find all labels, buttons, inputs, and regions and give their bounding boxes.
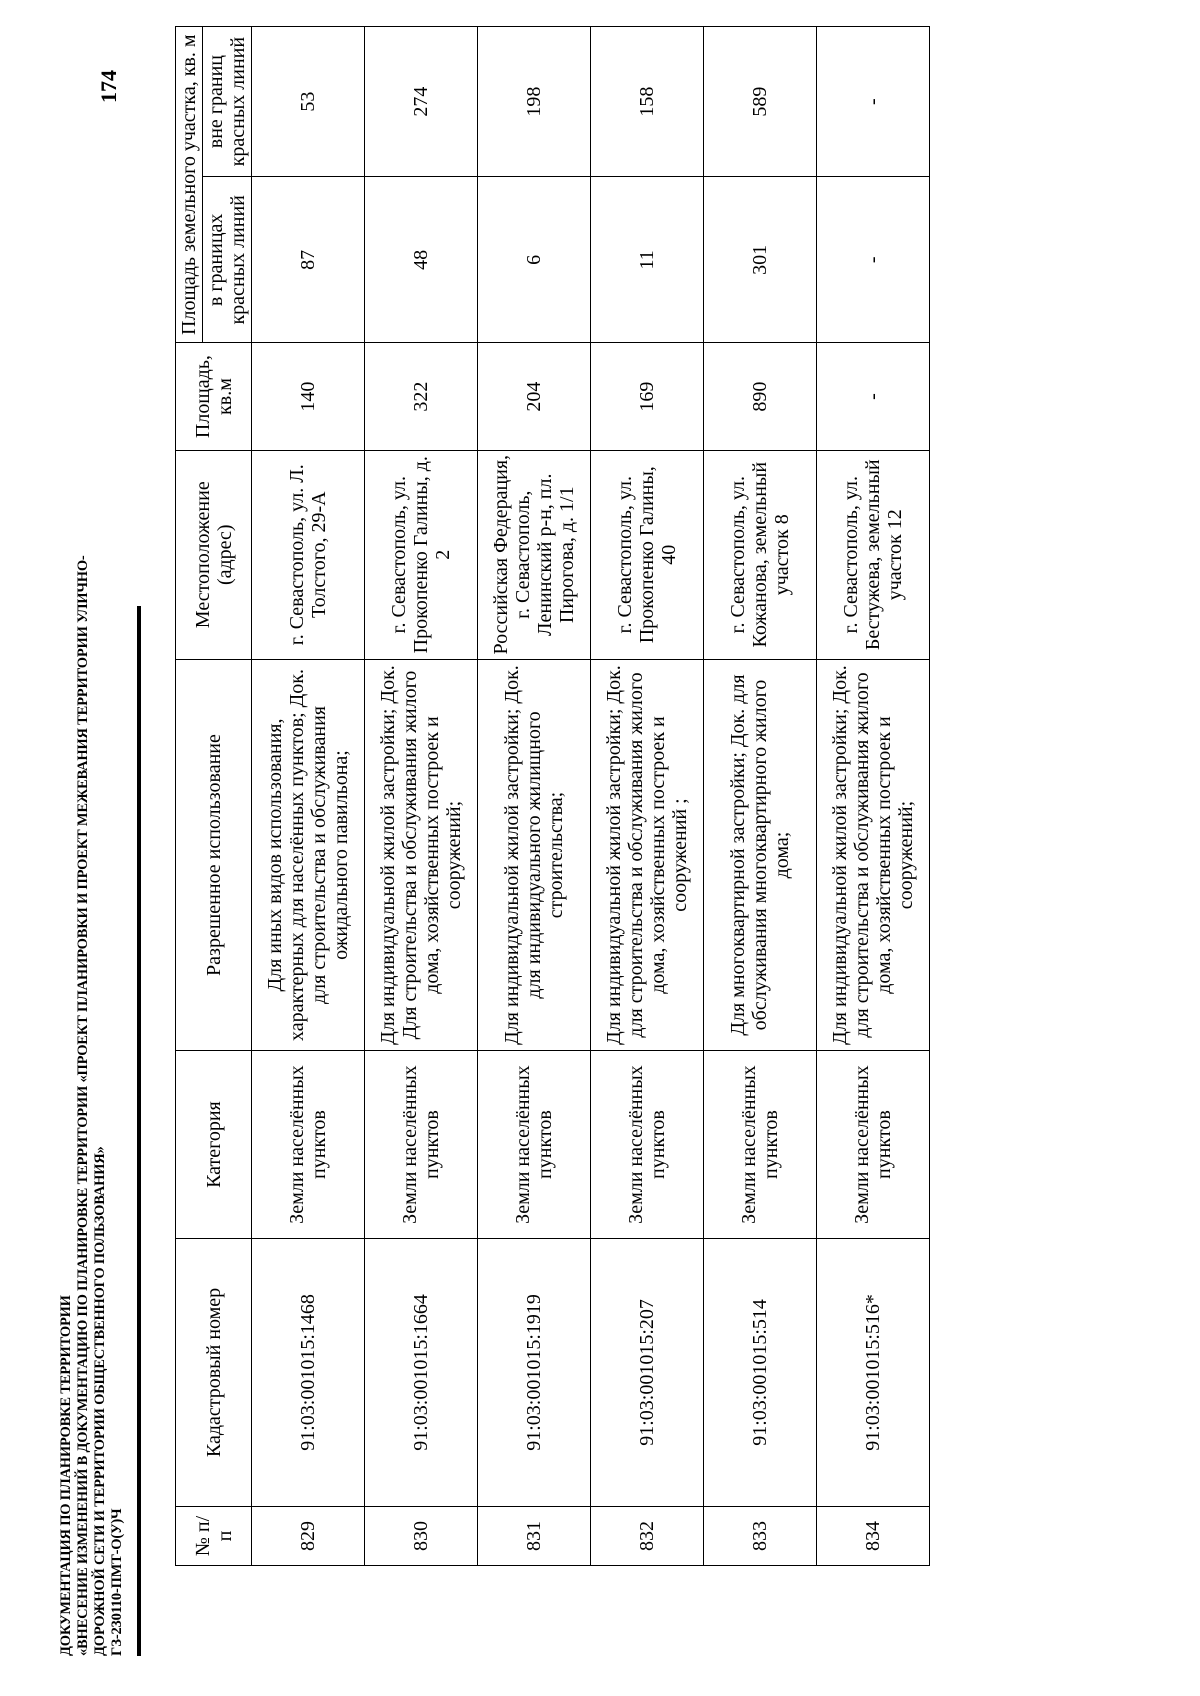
header-line-4: ГЗ-230110-ПМТ-О(У)Ч [109,1508,125,1656]
cell-outside-red-lines: 158 [591,27,704,177]
table-row [252,27,365,1566]
cell-cadastral: 91:03:001015:516* [817,1238,930,1506]
cell-location: г. Севастополь, ул. Кожанова, земельный участок 8 [704,450,817,659]
land-plots-table [175,26,930,1566]
table-row [591,27,704,1566]
cell-area: 890 [704,343,817,450]
cell-cadastral: 91:03:001015:1919 [478,1238,591,1506]
header-rule [137,606,141,1656]
cell-cadastral: 91:03:001015:1468 [252,1238,365,1506]
cell-category: Земли населённых пунктов [365,1051,478,1239]
header-line-3: ДОРОЖНОЙ СЕТИ И ТЕРРИТОРИИ ОБЩЕСТВЕННОГО ПОЛЬЗОВАНИЯ» [92,1146,108,1656]
cell-within-red-lines: 6 [478,177,591,343]
cell-permitted-use: Для индивидуальной жилой застройки; Док. для индивидуального жилищного строительства; [478,659,591,1050]
header-line-2: «ВНЕСЕНИЕ ИЗМЕНЕНИЙ В ДОКУМЕНТАЦИЮ ПО ПЛАНИРОВКЕ ТЕРРИТОРИИ «ПРОЕКТ ПЛАНИРОВКИ И ПРОЕКТ МЕЖЕВАНИЯ ТЕРРИТОРИИ УЛИЧНО- [75,555,91,1656]
cell-permitted-use: Для иных видов использования, характерных для населённых пунктов; Док. для строительства и обслуживания ожидального павильона; [252,659,365,1050]
table-row [478,27,591,1566]
cell-cadastral: 91:03:001015:207 [591,1238,704,1506]
cell-outside-red-lines: 53 [252,27,365,177]
cell-within-red-lines: - [817,177,930,343]
header-permitted-use: Разрешенное использование [176,659,252,1050]
cell-category: Земли населённых пунктов [704,1051,817,1239]
header-within-red-lines: в границах красных линий [203,177,252,343]
table-row [704,27,817,1566]
header-num: № п/п [176,1507,252,1566]
cell-num: 830 [365,1507,478,1566]
cell-outside-red-lines: 589 [704,27,817,177]
cell-permitted-use: Для многоквартирной застройки; Док. для обслуживания многоквартирного жилого дома; [704,659,817,1050]
cell-cadastral: 91:03:001015:514 [704,1238,817,1506]
header-land-area-group: Площадь земельного участка, кв. м [176,27,203,343]
cell-cadastral: 91:03:001015:1664 [365,1238,478,1506]
header-line-1: ДОКУМЕНТАЦИЯ ПО ПЛАНИРОВКЕ ТЕРРИТОРИИ [58,1295,74,1656]
cell-within-red-lines: 87 [252,177,365,343]
cell-area: 322 [365,343,478,450]
cell-within-red-lines: 11 [591,177,704,343]
header-area: Площадь, кв.м [176,343,252,450]
cell-category: Земли населённых пунктов [817,1051,930,1239]
cell-within-red-lines: 48 [365,177,478,343]
table-row [817,27,930,1566]
header-outside-red-lines: вне границ красных линий [203,27,252,177]
cell-num: 832 [591,1507,704,1566]
cell-category: Земли населённых пунктов [252,1051,365,1239]
cell-area: 204 [478,343,591,450]
cell-num: 834 [817,1507,930,1566]
cell-area: - [817,343,930,450]
cell-location: Российская Федерация, г. Севастополь, Ленинский р-н, пл. Пирогова, д. 1/1 [478,450,591,659]
cell-location: г. Севастополь, ул. Прокопенко Галины, 40 [591,450,704,659]
cell-within-red-lines: 301 [704,177,817,343]
cell-outside-red-lines: 274 [365,27,478,177]
document-header [58,555,126,1656]
cell-category: Земли населённых пунктов [478,1051,591,1239]
cell-num: 829 [252,1507,365,1566]
cell-outside-red-lines: - [817,27,930,177]
page-number: 174 [96,70,121,103]
cell-num: 833 [704,1507,817,1566]
cell-area: 140 [252,343,365,450]
header-category: Категория [176,1051,252,1239]
cell-category: Земли населённых пунктов [591,1051,704,1239]
table-row [365,27,478,1566]
cell-permitted-use: Для индивидуальной жилой застройки; Док. для строительства и обслуживания жилого дома, хозяйственных построек и сооружений ; [591,659,704,1050]
header-location: Местоположение (адрес) [176,450,252,659]
cell-location: г. Севастополь, ул. Прокопенко Галины, д. 2 [365,450,478,659]
cell-outside-red-lines: 198 [478,27,591,177]
cell-area: 169 [591,343,704,450]
cell-location: г. Севастополь, ул. Л. Толстого, 29-А [252,450,365,659]
cell-permitted-use: Для индивидуальной жилой застройки; Док. для строительства и обслуживания жилого дома, хозяйственных построек и сооружений; [817,659,930,1050]
cell-num: 831 [478,1507,591,1566]
cell-permitted-use: Для индивидуальной жилой застройки; Док. Для строительства и обслуживания жилого дома, хозяйственных построек и сооружений; [365,659,478,1050]
header-cadastral: Кадастровый номер [176,1238,252,1506]
cell-location: г. Севастополь, ул. Бестужева, земельный участок 12 [817,450,930,659]
